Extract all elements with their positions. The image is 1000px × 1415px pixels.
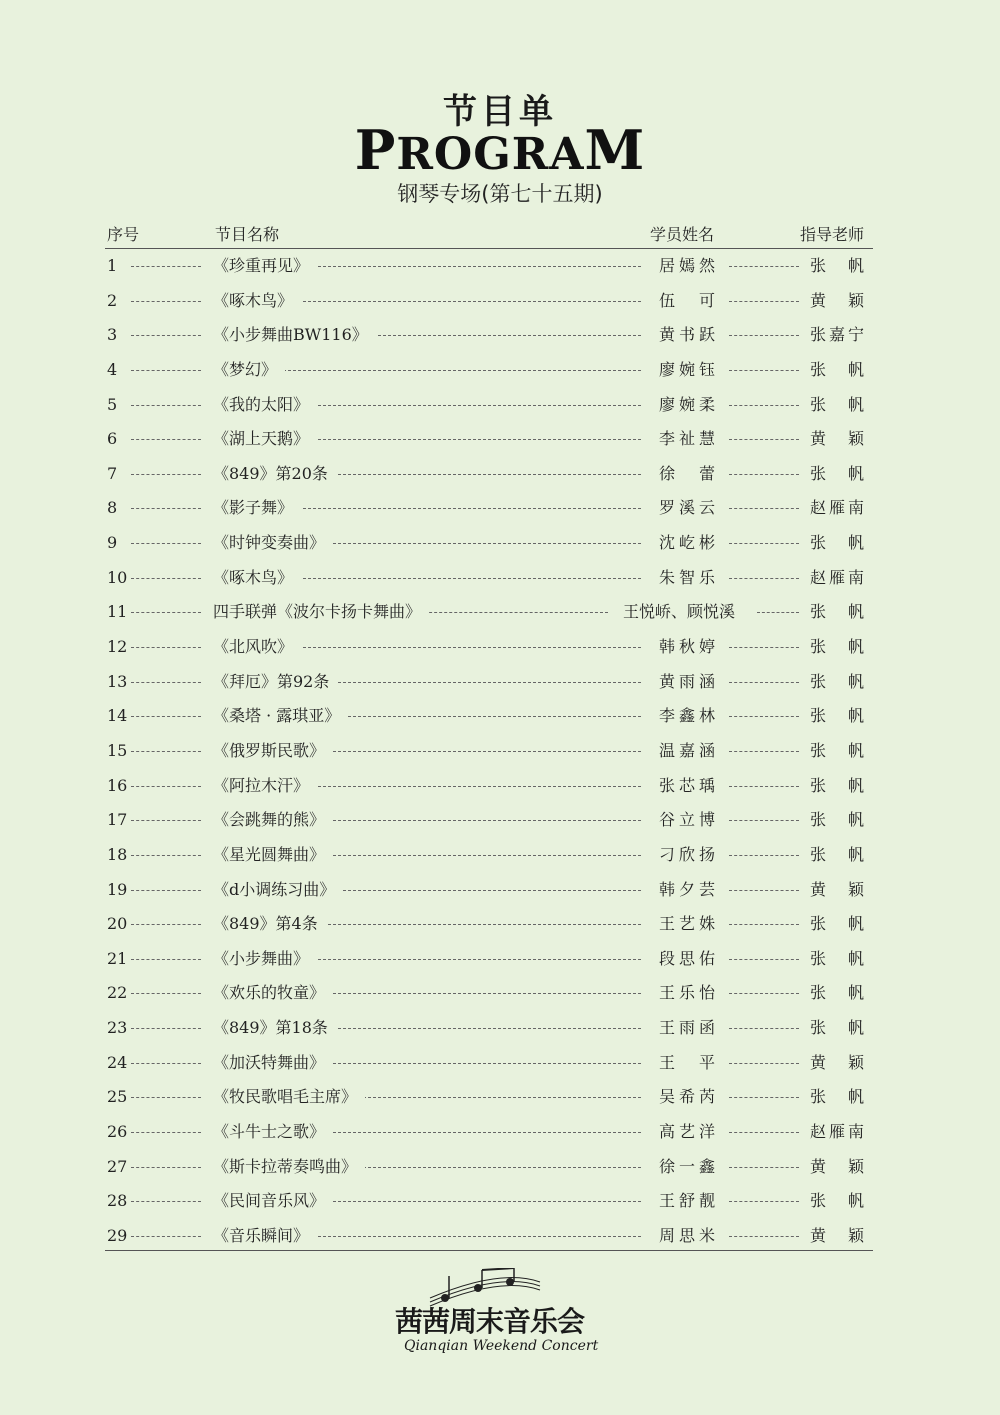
row-student: 黄书跃 [659,325,715,345]
row-teacher: 赵雁南 [810,567,864,587]
row-number: 25 [107,1087,128,1107]
row-title: 《俄罗斯民歌》 [213,740,333,762]
leader-dots [131,751,201,752]
row-student: 黄雨涵 [659,671,715,691]
row-teacher: 张帆 [810,1191,864,1211]
row-teacher: 张帆 [810,740,864,760]
table-row [105,528,873,563]
row-number: 21 [107,948,128,968]
row-student: 廖婉钰 [659,359,715,379]
leader-dots [729,647,799,648]
table-row [105,424,873,459]
row-student: 吴希芮 [659,1087,715,1107]
title-cn: 节目单 [443,92,557,132]
row-teacher: 张帆 [810,983,864,1003]
row-teacher: 张帆 [810,394,864,414]
leader-dots [729,855,799,856]
row-number: 8 [107,498,118,518]
row-number: 3 [107,325,118,345]
row-title: 《时钟变奏曲》 [213,532,333,554]
leader-dots [729,716,799,717]
table-row [105,840,873,875]
leader-dots [729,543,799,544]
leader-dots [729,439,799,440]
row-student: 伍可 [659,290,715,310]
row-teacher: 黄颖 [810,1052,864,1072]
row-number: 14 [107,706,128,726]
leader-dots [131,266,201,267]
leader-dots [729,1201,799,1202]
row-title: 《小步舞曲BW116》 [213,324,376,346]
table-row [105,944,873,979]
row-number: 16 [107,775,128,795]
leader-dots [131,924,201,925]
row-teacher: 张帆 [810,948,864,968]
row-teacher: 张帆 [810,671,864,691]
leader-dots [131,820,201,821]
table-row [105,563,873,598]
leader-dots [729,301,799,302]
row-title: 《桑塔 · 露琪亚》 [213,705,348,727]
row-number: 13 [107,671,128,691]
row-title: 《影子舞》 [213,497,301,519]
row-student: 朱智乐 [659,567,715,587]
row-teacher: 赵雁南 [810,498,864,518]
row-title: 《斯卡拉蒂奏鸣曲》 [213,1156,365,1178]
leader-dots [729,959,799,960]
row-title: 《啄木鸟》 [213,567,301,589]
row-student: 廖婉柔 [659,394,715,414]
row-student: 高艺洋 [659,1122,715,1142]
row-teacher: 黄颖 [810,429,864,449]
row-teacher: 黄颖 [810,1225,864,1245]
row-title: 《阿拉木汗》 [213,775,317,797]
row-student: 王悦峤、顾悦溪 [623,602,736,622]
leader-dots [131,301,201,302]
row-teacher: 张帆 [810,463,864,483]
leader-dots [131,439,201,440]
leader-dots [729,1063,799,1064]
row-title: 《小步舞曲》 [213,948,317,970]
title-en-final: M [584,118,646,182]
leader-dots [131,543,201,544]
column-number: 序号 [107,225,140,244]
row-student: 王平 [659,1052,715,1072]
column-header [105,220,873,249]
row-title: 《北风吹》 [213,636,301,658]
row-title: 《849》第20条 [213,463,336,485]
row-number: 1 [107,256,118,275]
table-row [105,320,873,355]
row-number: 18 [107,844,128,864]
table-row [105,1117,873,1152]
leader-dots [729,786,799,787]
table-row [105,1082,873,1117]
row-student: 王艺姝 [659,914,715,934]
table-row [105,286,873,321]
leader-dots [729,508,799,509]
column-teacher: 指导老师 [800,225,865,244]
row-title: 《会跳舞的熊》 [213,809,333,831]
leader-dots [131,647,201,648]
row-teacher: 张帆 [810,914,864,934]
row-number: 7 [107,463,118,483]
table-row [105,355,873,390]
column-title: 节目名称 [215,225,280,244]
table-row [105,1186,873,1221]
leader-dots [131,716,201,717]
title-en [0,118,1000,182]
table-row [105,736,873,771]
row-number: 19 [107,879,128,899]
row-student: 李鑫林 [659,706,715,726]
title-en-initial: P [354,118,397,182]
table-row [105,390,873,425]
leader-dots [131,682,201,683]
row-title: 《啄木鸟》 [213,290,301,312]
row-teacher: 黄颖 [810,290,864,310]
header [0,92,1000,209]
row-number: 6 [107,429,118,449]
leader-dots [729,405,799,406]
row-student: 王雨函 [659,1018,715,1038]
row-student: 韩秋婷 [659,637,715,657]
leader-dots [757,612,799,613]
row-student: 李祉慧 [659,429,715,449]
table-row [105,493,873,528]
table-row [105,909,873,944]
row-teacher: 张帆 [810,637,864,657]
leader-dots [131,1132,201,1133]
row-number: 24 [107,1052,128,1072]
row-number: 28 [107,1191,128,1211]
leader-dots [131,890,201,891]
leader-dots [729,751,799,752]
row-teacher: 张帆 [810,706,864,726]
leader-dots [131,612,201,613]
row-number: 5 [107,394,118,414]
row-teacher: 张帆 [810,1087,864,1107]
logo [390,1268,610,1363]
row-teacher: 赵雁南 [810,1122,864,1142]
leader-dots [729,1132,799,1133]
table-row [105,251,873,286]
row-student: 张芯瑀 [659,775,715,795]
leader-dots [729,266,799,267]
leader-dots [131,959,201,960]
row-number: 11 [107,602,128,622]
row-teacher: 张帆 [810,256,864,275]
row-student: 谷立博 [659,810,715,830]
row-title: 《欢乐的牧童》 [213,982,333,1004]
row-title: 《拜厄》第92条 [213,671,337,693]
leader-dots [131,1236,201,1237]
leader-dots [729,924,799,925]
bottom-divider [105,1250,873,1251]
row-number: 22 [107,983,128,1003]
row-student: 周思米 [659,1225,715,1245]
logo-name-en: Qianqian Weekend Concert [404,1338,599,1354]
leader-dots [729,1028,799,1029]
row-student: 沈屹彬 [659,533,715,553]
row-student: 韩夕芸 [659,879,715,899]
row-title: 《加沃特舞曲》 [213,1052,333,1074]
program-list [105,251,873,1256]
row-student: 段思佑 [659,948,715,968]
leader-dots [729,1236,799,1237]
column-student: 学员姓名 [650,225,715,244]
leader-dots [131,993,201,994]
table-row [105,771,873,806]
table-row [105,805,873,840]
row-teacher: 张帆 [810,810,864,830]
subtitle: 钢琴专场(第七十五期) [397,182,603,206]
row-title: 《我的太阳》 [213,394,317,416]
row-student: 刁欣扬 [659,844,715,864]
leader-dots [131,508,201,509]
leader-dots [729,370,799,371]
row-number: 27 [107,1156,128,1176]
row-student: 罗溪云 [659,498,715,518]
row-teacher: 张帆 [810,602,864,622]
leader-dots [131,1097,201,1098]
table-row [105,978,873,1013]
leader-dots [131,786,201,787]
row-title: 《d小调练习曲》 [213,879,343,901]
table-row [105,701,873,736]
leader-dots [729,578,799,579]
row-number: 9 [107,533,118,553]
row-title: 《湖上天鹅》 [213,428,317,450]
row-teacher: 张帆 [810,359,864,379]
leader-dots [729,474,799,475]
table-row [105,1048,873,1083]
row-number: 26 [107,1122,128,1142]
leader-dots [131,1028,201,1029]
leader-dots [131,370,201,371]
row-student: 温嘉涵 [659,740,715,760]
row-title: 《民间音乐风》 [213,1190,333,1212]
row-teacher: 黄颖 [810,1156,864,1176]
row-title: 《梦幻》 [213,359,285,381]
row-title: 《珍重再见》 [213,255,317,277]
leader-dots [131,474,201,475]
row-student: 居嫣然 [659,256,715,275]
leader-dots [729,820,799,821]
row-title: 四手联弹《波尔卡扬卡舞曲》 [213,601,429,623]
table-row [105,875,873,910]
row-teacher: 张帆 [810,775,864,795]
leader-dots [131,1063,201,1064]
leader-dots [729,1167,799,1168]
row-title: 《斗牛士之歌》 [213,1121,333,1143]
row-student: 王乐怡 [659,983,715,1003]
table-row [105,632,873,667]
leader-dots [729,682,799,683]
row-teacher: 黄颖 [810,879,864,899]
row-student: 王舒靓 [659,1191,715,1211]
row-title: 《牧民歌唱毛主席》 [213,1086,365,1108]
table-row [105,1013,873,1048]
title-en-middle: ROGRA [396,129,585,180]
row-title: 《音乐瞬间》 [213,1225,317,1247]
leader-dots [131,1167,201,1168]
leader-dots [729,890,799,891]
leader-dots [131,855,201,856]
logo-name-cn: 茜茜周末音乐会 [395,1305,585,1338]
row-number: 10 [107,567,128,587]
row-number: 2 [107,290,118,310]
table-row [105,459,873,494]
row-title: 《星光圆舞曲》 [213,844,333,866]
row-number: 20 [107,914,128,934]
leader-dots [131,335,201,336]
leader-dots [131,1201,201,1202]
leader-dots [729,993,799,994]
table-row [105,1152,873,1187]
row-title: 《849》第18条 [213,1017,336,1039]
row-number: 12 [107,637,128,657]
row-number: 4 [107,359,118,379]
table-row [105,667,873,702]
row-number: 17 [107,810,128,830]
row-teacher: 张帆 [810,844,864,864]
leader-dots [729,1097,799,1098]
leader-dots [131,578,201,579]
row-number: 15 [107,740,128,760]
leader-dots [131,405,201,406]
row-student: 徐蕾 [659,463,715,483]
leader-dots [729,335,799,336]
row-number: 23 [107,1018,128,1038]
row-teacher: 张帆 [810,533,864,553]
row-number: 29 [107,1225,128,1245]
row-teacher: 张帆 [810,1018,864,1038]
row-teacher: 张嘉宁 [810,325,864,345]
row-title: 《849》第4条 [213,913,326,935]
row-student: 徐一鑫 [659,1156,715,1176]
table-row [105,597,873,632]
